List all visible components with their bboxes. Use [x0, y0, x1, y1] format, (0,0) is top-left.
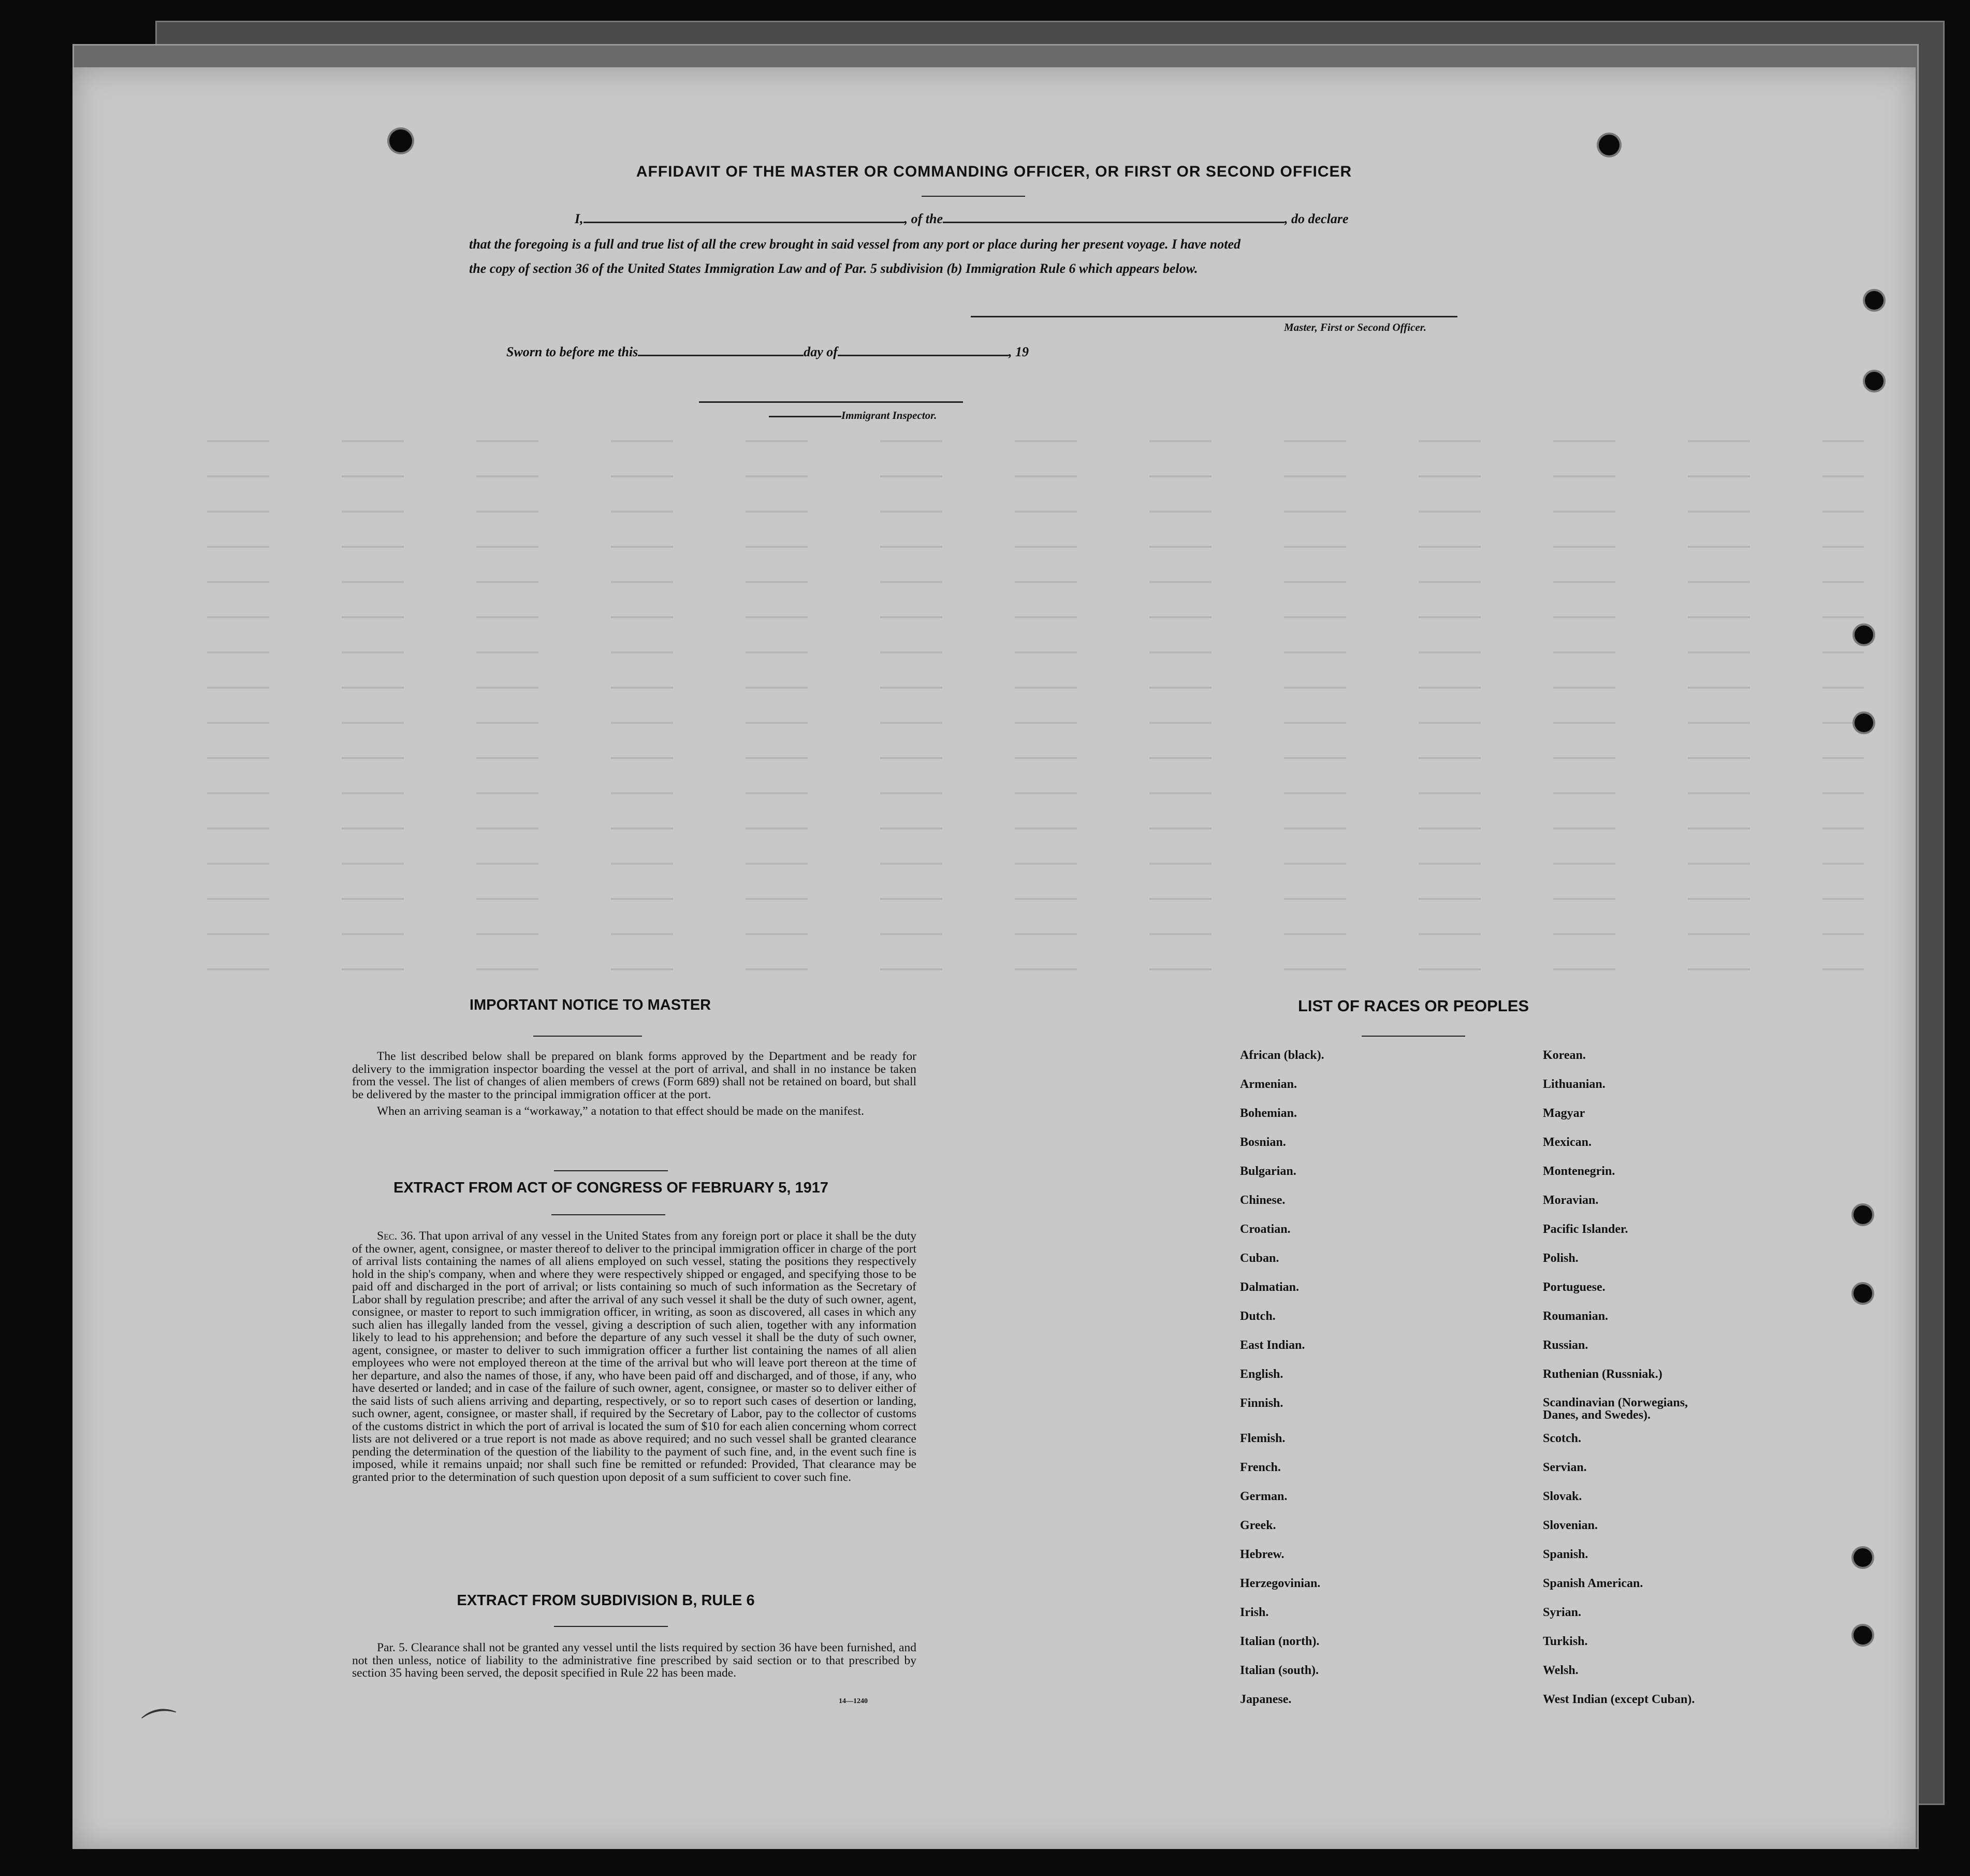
race-item: Portuguese.: [1543, 1281, 1606, 1294]
sworn-label: Sworn to before me this: [506, 344, 638, 359]
race-item: Greek.: [1240, 1519, 1276, 1532]
race-item: Lithuanian.: [1543, 1078, 1606, 1091]
race-item: German.: [1240, 1490, 1288, 1503]
show-through-row: [207, 933, 1864, 935]
race-item: Spanish American.: [1543, 1577, 1643, 1590]
race-item: Scotch.: [1543, 1432, 1581, 1445]
show-through-row: [207, 651, 1864, 653]
section-label: Sec. 36.: [377, 1229, 416, 1243]
show-through-row: [207, 687, 1864, 689]
act-extract-body: [352, 1230, 916, 1484]
show-through-row: [207, 475, 1864, 477]
divider: [554, 1170, 668, 1171]
show-through-row: [207, 792, 1864, 794]
show-through-row: [207, 616, 1864, 618]
race-item: Armenian.: [1240, 1078, 1297, 1091]
punch-hole: [1865, 372, 1884, 390]
vessel-label: , of the: [904, 211, 943, 226]
inspector-signature-label: [769, 409, 937, 422]
races-title: LIST OF RACES OR PEOPLES: [1297, 997, 1529, 1015]
declarant-name-field[interactable]: [583, 222, 904, 223]
race-item: Mexican.: [1543, 1136, 1592, 1149]
show-through-row: [207, 827, 1864, 830]
declarant-label: I,: [575, 211, 583, 226]
race-item: Bosnian.: [1240, 1136, 1286, 1149]
race-item: Chinese.: [1240, 1194, 1286, 1207]
show-through-row: [207, 722, 1864, 724]
affidavit-declaration-line: [476, 211, 1553, 227]
day-of-label: day of: [804, 344, 838, 359]
race-item: Flemish.: [1240, 1432, 1286, 1445]
punch-hole: [1855, 714, 1873, 732]
notice-paragraph-2: When an arriving seaman is a “workaway,” a notation to that effect should be made on the manifest.: [377, 1104, 864, 1118]
master-signature-field[interactable]: [971, 316, 1457, 317]
race-item: Hebrew.: [1240, 1548, 1285, 1561]
race-item: Bohemian.: [1240, 1107, 1297, 1120]
race-item: Japanese.: [1240, 1693, 1292, 1706]
race-item: Syrian.: [1543, 1606, 1582, 1619]
affidavit-title: AFFIDAVIT OF THE MASTER OR COMMANDING OFFICER, OR FIRST OR SECOND OFFICER: [636, 163, 1352, 180]
race-item: Turkish.: [1543, 1635, 1588, 1648]
master-signature-label: Master, First or Second Officer.: [1284, 321, 1426, 333]
punch-hole: [1854, 1626, 1872, 1645]
sworn-line: [506, 344, 1029, 360]
section-36-text: That upon arrival of any vessel in the United States from any foreign port or place it shall be the duty of the owner, agent, consignee, or master thereof to deliver to the principal immigration officer in charge of the port of arrival lists containing the names of all aliens employed on such vessel, stating the positions they respectively hold in the ship's company, when and where they were respectively shipped or engaged, and specifying those to be paid off and discharged in the port of arrival; or lists containing so much of such information as the Secretary of Labor shall by regulation prescribe; and after the arrival of any such vessel it shall be the duty of such owner, agent, consignee, or master to report to such immigration officer, in writing, as soon as discovered, all cases in which any such alien has illegally landed from the vessel, giving a description of such alien, together with any information likely to lead to his apprehension; and before the departure of any such vessel it shall be the duty of such owner, agent, consignee, or master to deliver to such immigration officer a further list containing the names of all alien employees who were not employed thereon at the time of the arrival but who will leave port thereon at the time of her departure, and also the names of those, if any, who have been paid off and discharged, and of those, if any, who have deserted or landed; and in case of the failure of such owner, agent, consignee, or master so to deliver either of the said lists of such aliens arriving and departing, respectively, or so to report such cases of desertion or landing, such owner, agent, consignee, or master shall, if required by the Secretary of Labor, pay to the collector of customs of the customs district in which the port of arrival is located the sum of $10 for each alien concerning whom correct lists are not delivered or a true report is not made as above required; and no such vessel shall be granted clearance pending the determination of the question of the liability to the payment of such fine, and, in the event such fine is imposed, while it remains unpaid; nor shall such fine be remitted or refunded: Provided, That clearance may be granted prior to the determination of such question upon deposit of a sum sufficient to cover such fine.: [352, 1229, 917, 1484]
race-item: Russian.: [1543, 1339, 1588, 1352]
race-item: Korean.: [1543, 1049, 1586, 1062]
act-extract-title: EXTRACT FROM ACT OF CONGRESS OF FEBRUARY 5, 1917: [393, 1180, 829, 1196]
race-item: African (black).: [1240, 1049, 1324, 1062]
punch-hole: [1854, 1205, 1872, 1224]
sworn-day-field[interactable]: [638, 355, 804, 356]
declare-label: , do declare: [1285, 211, 1349, 226]
race-item: Dutch.: [1240, 1310, 1276, 1323]
race-item: Herzegovinian.: [1240, 1577, 1321, 1590]
race-item: Finnish.: [1240, 1397, 1283, 1410]
rule-extract-title: EXTRACT FROM SUBDIVISION B, RULE 6: [457, 1592, 755, 1609]
document-page: [72, 67, 1916, 1849]
divider: [1362, 1036, 1465, 1037]
divider: [922, 196, 1025, 197]
race-item: Scandinavian (Norwegians, Danes, and Swedes).: [1543, 1396, 1688, 1422]
show-through-row: [207, 968, 1864, 970]
vessel-name-field[interactable]: [943, 222, 1285, 223]
race-item: Irish.: [1240, 1606, 1269, 1619]
race-item: Italian (south).: [1240, 1664, 1319, 1677]
divider: [533, 1036, 642, 1037]
race-item: Polish.: [1543, 1252, 1579, 1265]
show-through-row: [207, 757, 1864, 759]
affidavit-statement-line-2: the copy of section 36 of the United States Immigration Law and of Par. 5 subdivision (b) Immigration Rule 6 which appears below.: [469, 261, 1198, 276]
handwritten-mark: ⌒: [139, 1703, 183, 1752]
race-item: Magyar: [1543, 1107, 1585, 1120]
rule-extract-body: [352, 1641, 916, 1680]
show-through-row: [207, 898, 1864, 900]
race-item: Servian.: [1543, 1461, 1587, 1474]
race-item: Moravian.: [1543, 1194, 1599, 1207]
punch-hole: [1865, 291, 1884, 310]
show-through-row: [207, 546, 1864, 548]
race-item: Dalmatian.: [1240, 1281, 1299, 1294]
race-item: West Indian (except Cuban).: [1543, 1693, 1695, 1706]
race-item: Pacific Islander.: [1543, 1223, 1628, 1236]
race-item: Italian (north).: [1240, 1635, 1320, 1648]
sworn-month-field[interactable]: [838, 355, 1009, 356]
inspector-label: Immigrant Inspector.: [841, 409, 937, 421]
race-item: Montenegrin.: [1543, 1165, 1615, 1178]
race-item: Ruthenian (Russniak.): [1543, 1368, 1662, 1381]
show-through-row: [207, 511, 1864, 513]
punch-hole: [1855, 626, 1873, 644]
race-item: Spanish.: [1543, 1548, 1588, 1561]
notice-title: IMPORTANT NOTICE TO MASTER: [469, 997, 711, 1013]
divider: [551, 1214, 665, 1215]
affidavit-statement-line: that the foregoing is a full and true list of all the crew brought in said vessel from any port or place during her present voyage. I have noted: [469, 237, 1241, 252]
race-item: English.: [1240, 1368, 1283, 1381]
par-5-text: Par. 5. Clearance shall not be granted any vessel until the lists required by section 36 have been furnished, and not then unless, notice of liability to the administrative fine prescribed by said section or to that prescribed by section 35 having been served, the deposit specified in Rule 22 has been made.: [352, 1641, 916, 1680]
year-label: , 19: [1008, 344, 1029, 359]
race-item: French.: [1240, 1461, 1281, 1474]
race-item: Croatian.: [1240, 1223, 1291, 1236]
race-item: Welsh.: [1543, 1664, 1579, 1677]
show-through-row: [207, 440, 1864, 442]
inspector-signature-field[interactable]: [699, 401, 963, 403]
race-item: Cuban.: [1240, 1252, 1279, 1265]
divider: [554, 1626, 668, 1627]
show-through-row: [207, 581, 1864, 583]
show-through-row: [207, 863, 1864, 865]
notice-paragraph-1: The list described below shall be prepared on blank forms approved by the Department and be ready for delivery to the immigration inspector boarding the vessel at the port of arrival, and shall in no instance be taken from the vessel. The list of changes of alien members of crews (Form 689) shall not be retained on board, but shall be delivered by the master to the principal immigration officer at the port.: [352, 1050, 916, 1101]
race-item: Roumanian.: [1543, 1310, 1609, 1323]
race-item: Slovenian.: [1543, 1519, 1598, 1532]
notice-body: [352, 1050, 916, 1118]
punch-hole: [1854, 1284, 1872, 1303]
race-item: Bulgarian.: [1240, 1165, 1296, 1178]
punch-hole: [1854, 1548, 1872, 1567]
form-number: 14—1240: [839, 1697, 868, 1705]
punch-hole: [389, 129, 412, 152]
punch-hole: [1599, 135, 1619, 155]
race-item: East Indian.: [1240, 1339, 1305, 1352]
race-item: Slovak.: [1543, 1490, 1582, 1503]
